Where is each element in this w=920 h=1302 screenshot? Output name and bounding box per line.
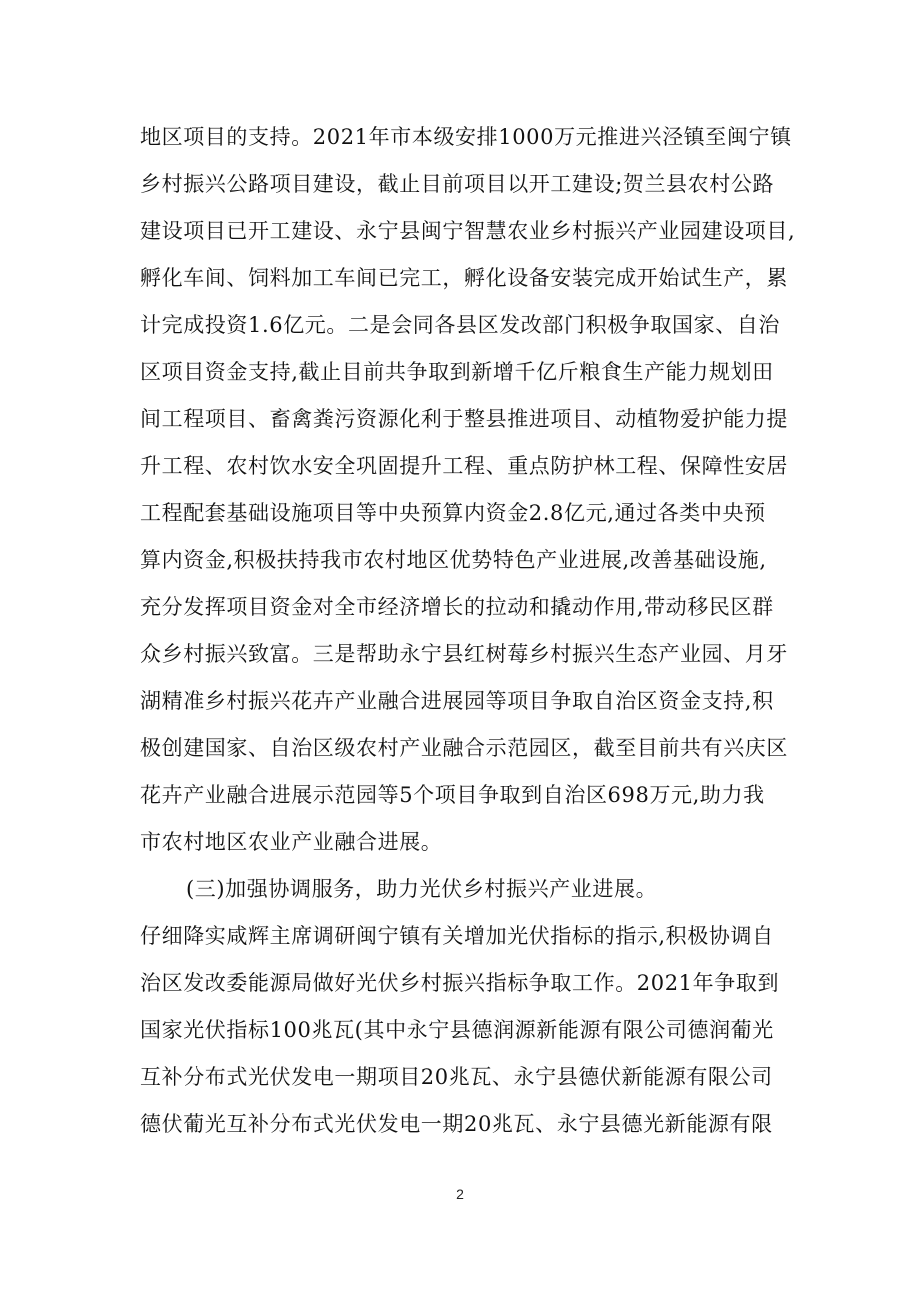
- paragraph-line: 德伏葡光互补分布式光伏发电一期20兆瓦、永宁县德光新能源有限: [140, 1112, 773, 1136]
- paragraph-line: 地区项目的支持。2021年市本级安排1000万元推进兴泾镇至闽宁镇: [140, 125, 792, 149]
- paragraph-line: 孵化车间、饲料加工车间已完工，孵化设备安装完成开始试生产，累: [140, 266, 788, 290]
- paragraph-line: 国家光伏指标100兆瓦(其中永宁县德润源新能源有限公司德润葡光: [140, 1018, 774, 1042]
- paragraph-line: 升工程、农村饮水安全巩固提升工程、重点防护林工程、保障性安居: [140, 454, 788, 478]
- paragraph-line: 充分发挥项目资金对全市经济增长的拉动和撬动作用,带动移民区群: [140, 595, 774, 619]
- paragraph-line: 区项目资金支持,截止目前共争取到新增千亿斤粮食生产能力规划田: [140, 360, 774, 384]
- paragraph-line: 花卉产业融合进展示范园等5个项目争取到自治区698万元,助力我: [140, 783, 765, 807]
- paragraph-line: 间工程项目、畜禽粪污资源化利于整县推进项目、动植物爱护能力提: [140, 407, 788, 431]
- paragraph-line: 建设项目已开工建设、永宁县闽宁智慧农业乡村振兴产业园建设项目,: [140, 219, 796, 243]
- paragraph-line: 极创建国家、自治区级农村产业融合示范园区，截至目前共有兴庆区: [140, 736, 788, 760]
- paragraph-line: 市农村地区农业产业融合进展。: [140, 830, 443, 854]
- paragraph-line: 乡村振兴公路项目建设，截止目前项目以开工建设;贺兰县农村公路: [140, 172, 775, 196]
- page-number: 2: [456, 1186, 464, 1202]
- paragraph-line: 互补分布式光伏发电一期项目20兆瓦、永宁县德伏新能源有限公司: [140, 1065, 773, 1089]
- paragraph-line: 湖精准乡村振兴花卉产业融合进展园等项目争取自治区资金支持,积: [140, 689, 774, 713]
- paragraph-line: 治区发改委能源局做好光伏乡村振兴指标争取工作。2021年争取到: [140, 971, 780, 995]
- section-heading: (三)加强协调服务，助力光伏乡村振兴产业进展。: [186, 877, 658, 901]
- paragraph-line: 工程配套基础设施项目等中央预算内资金2.8亿元,通过各类中央预: [140, 501, 766, 525]
- paragraph-line: 计完成投资1.6亿元。二是会同各县区发改部门积极争取国家、自治: [140, 313, 780, 337]
- paragraph-line: 算内资金,积极扶持我市农村地区优势特色产业进展,改善基础设施,: [140, 548, 767, 572]
- paragraph-line: 众乡村振兴致富。三是帮助永宁县红树莓乡村振兴生态产业园、月牙: [140, 642, 788, 666]
- paragraph-line: 仔细降实咸辉主席调研闽宁镇有关增加光伏指标的指示,积极协调自: [140, 924, 774, 948]
